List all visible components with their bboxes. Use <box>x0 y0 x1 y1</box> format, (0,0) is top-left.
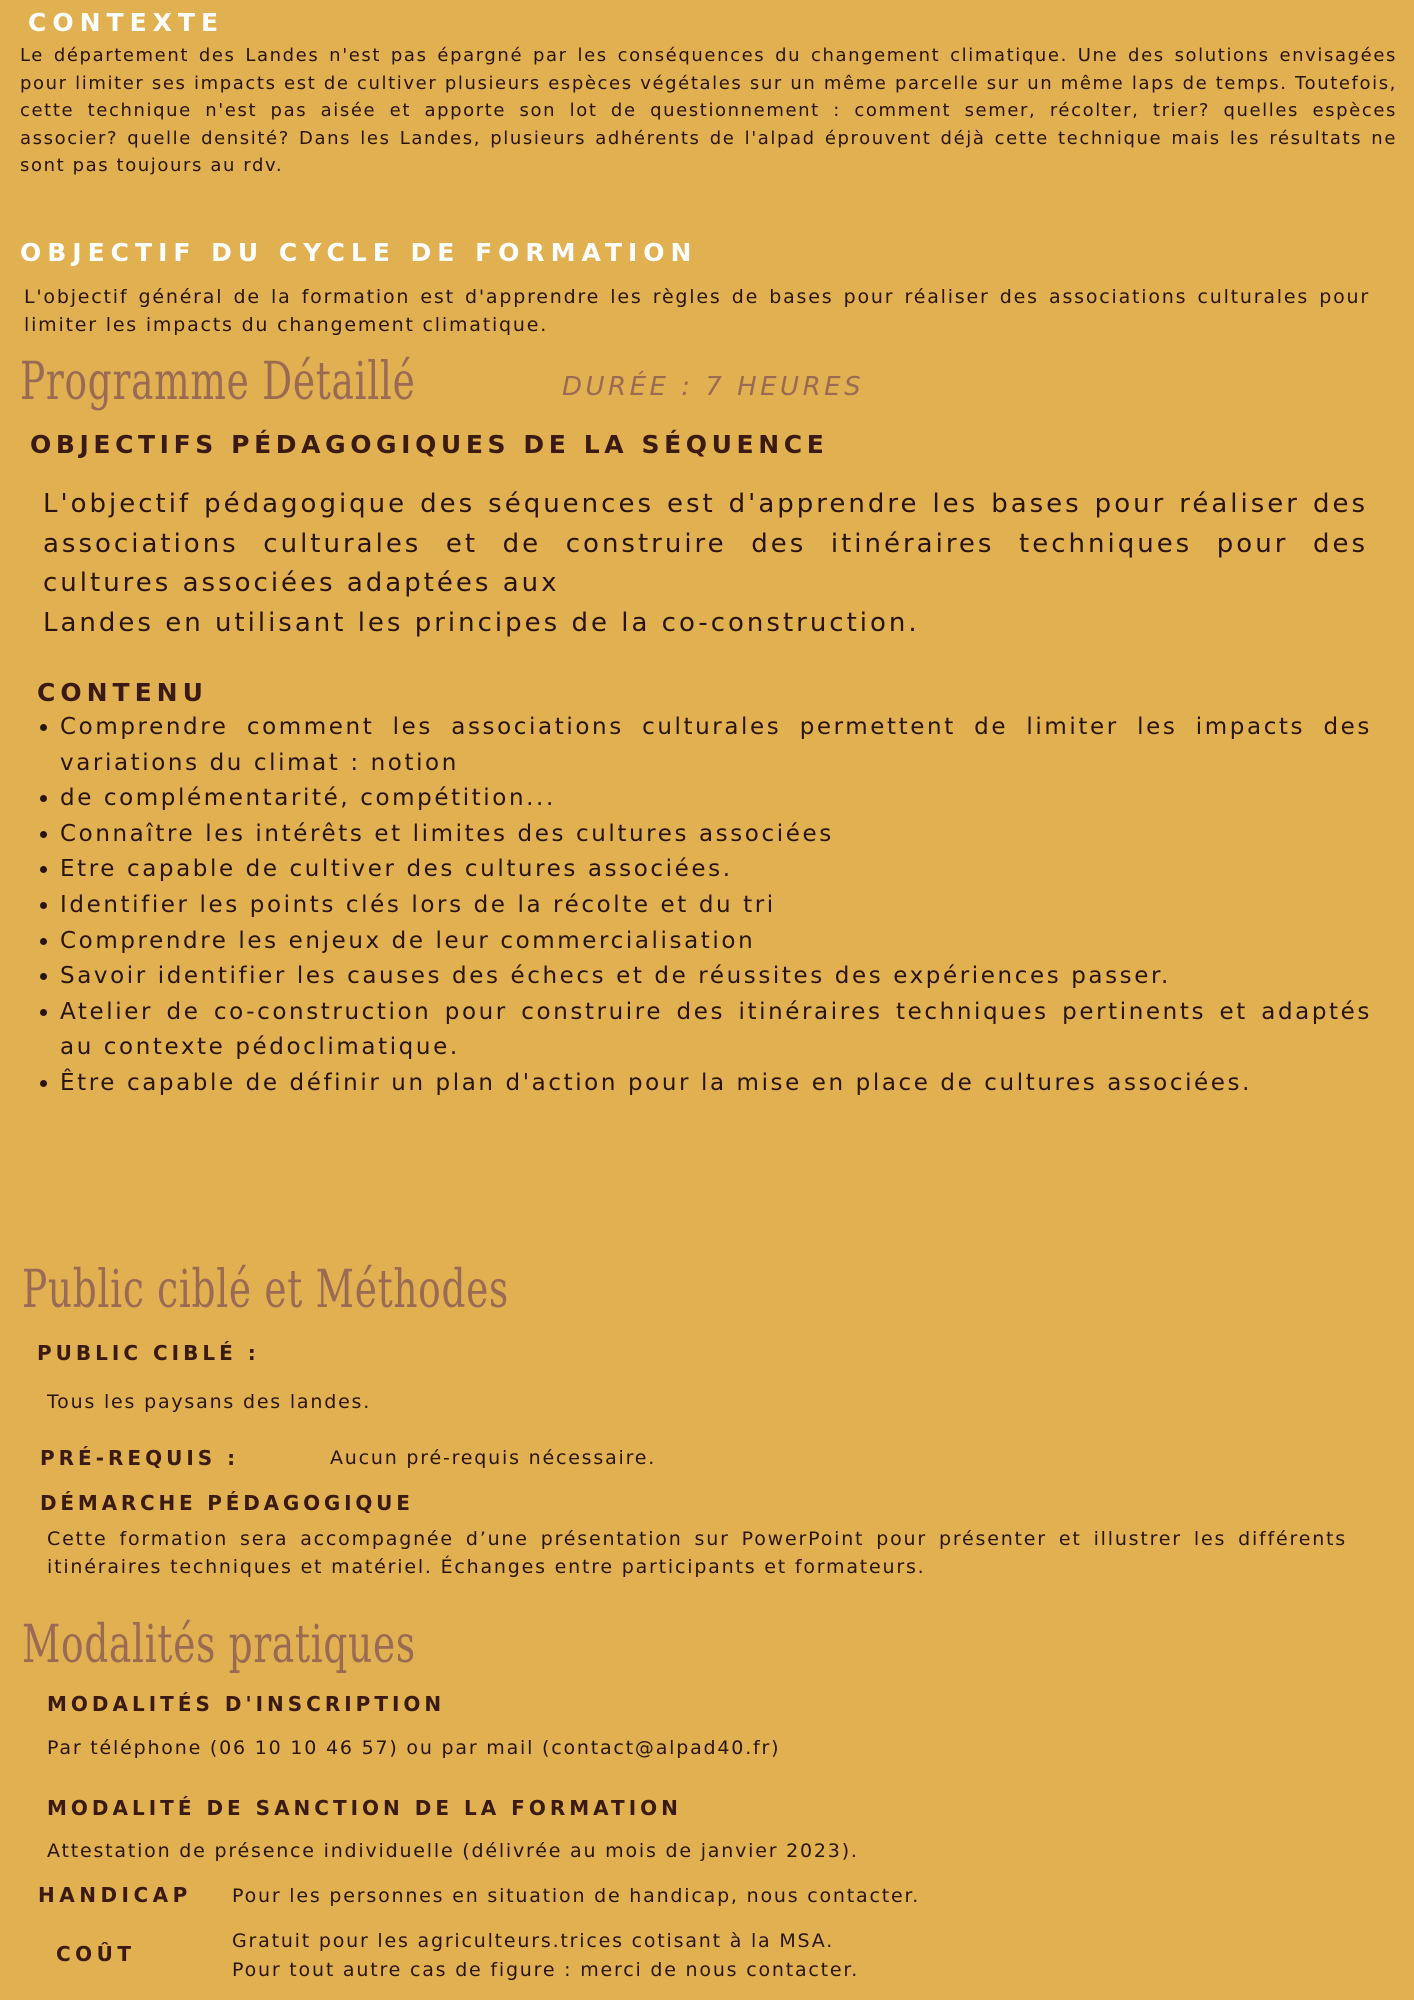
objectifs-pedagogiques-text <box>43 485 1368 643</box>
list-item: • Connaître les intérêts et limites des cultures associées <box>60 817 1372 853</box>
list-item: • de complémentarité, compétition... <box>60 781 1372 817</box>
duree-label: DURÉE : 7 HEURES <box>562 372 865 402</box>
prerequis-label: PRÉ-REQUIS : <box>40 1446 240 1470</box>
demarche-label: DÉMARCHE PÉDAGOGIQUE <box>40 1491 414 1515</box>
sanction-text: Attestation de présence individuelle (délivrée au mois de janvier 2023). <box>47 1840 859 1862</box>
modalites-title: Modalités pratiques <box>22 1615 416 1675</box>
list-item: • Etre capable de cultiver des cultures associées. <box>60 852 1372 888</box>
list-item: • Savoir identifier les causes des échecs et de réussites des expériences passer. <box>60 959 1372 995</box>
public-title: Public ciblé et Méthodes <box>22 1260 509 1320</box>
contexte-text: Le département des Landes n'est pas épargné par les conséquences du changement climatique. Une des solutions envisagées pour limiter ses impacts est de cultiver plusieurs espèces végétales sur un même parcelle sur un même laps de temps. Toutefois, cette technique n'est pas aisée et apporte son lot de questionnement : comment semer, récolter, trier? quelles espèces associer? quelle densité? Dans les Landes, plusieurs adhérents de l'alpad éprouvent déjà cette technique mais les résultats ne sont pas toujours au rdv. <box>20 45 1397 176</box>
objectifs-line: Landes en utilisant les principes de la co-construction. <box>43 607 920 638</box>
contenu-list <box>20 710 1372 1102</box>
contexte-title: CONTEXTE <box>28 8 225 37</box>
handicap-label: HANDICAP <box>38 1883 192 1907</box>
demarche-text: Cette formation sera accompagnée d’une présentation sur PowerPoint pour présenter et illustrer les différents itinéraires techniques et matériel. Échanges entre participants et formateurs. <box>47 1528 1347 1578</box>
handicap-text: Pour les personnes en situation de handicap, nous contacter. <box>232 1885 921 1907</box>
list-item: • Identifier les points clés lors de la récolte et du tri <box>60 888 1372 924</box>
objectifs-line: L'objectif pédagogique des séquences est d'apprendre les bases pour réaliser des associations culturales et de construire des itinéraires techniques pour des cultures associées adaptées aux <box>43 489 1368 598</box>
prerequis-text: Aucun pré-requis nécessaire. <box>330 1447 657 1469</box>
sanction-label: MODALITÉ DE SANCTION DE LA FORMATION <box>47 1796 682 1820</box>
list-item: • Comprendre les enjeux de leur commercialisation <box>60 924 1372 960</box>
contenu-title: CONTENU <box>37 678 208 707</box>
cout-label: COÛT <box>56 1942 136 1966</box>
list-item: • Comprendre comment les associations culturales permettent de limiter les impacts des variations du climat : notion <box>60 710 1372 781</box>
objectifs-pedagogiques-title: OBJECTIFS PÉDAGOGIQUES DE LA SÉQUENCE <box>30 430 829 459</box>
list-item: • Être capable de définir un plan d'action pour la mise en place de cultures associées. <box>60 1066 1372 1102</box>
public-cible-text: Tous les paysans des landes. <box>47 1391 372 1413</box>
inscription-text: Par téléphone (06 10 10 46 57) ou par mail (contact@alpad40.fr) <box>47 1737 781 1759</box>
inscription-label: MODALITÉS D'INSCRIPTION <box>47 1692 446 1716</box>
cout-line-2: Pour tout autre cas de figure : merci de nous contacter. <box>232 1959 860 1981</box>
objectif-cycle-title: OBJECTIF DU CYCLE DE FORMATION <box>20 238 698 267</box>
objectif-cycle-text: L'objectif général de la formation est d'apprendre les règles de bases pour réaliser des associations culturales pour limiter les impacts du changement climatique. <box>24 286 1370 336</box>
cout-line-1: Gratuit pour les agriculteurs.trices cotisant à la MSA. <box>232 1930 835 1952</box>
programme-title: Programme Détaillé <box>20 352 416 412</box>
public-cible-label: PUBLIC CIBLÉ : <box>37 1341 260 1365</box>
list-item: • Atelier de co-construction pour construire des itinéraires techniques pertinents et adaptés au contexte pédoclimatique. <box>60 995 1372 1066</box>
